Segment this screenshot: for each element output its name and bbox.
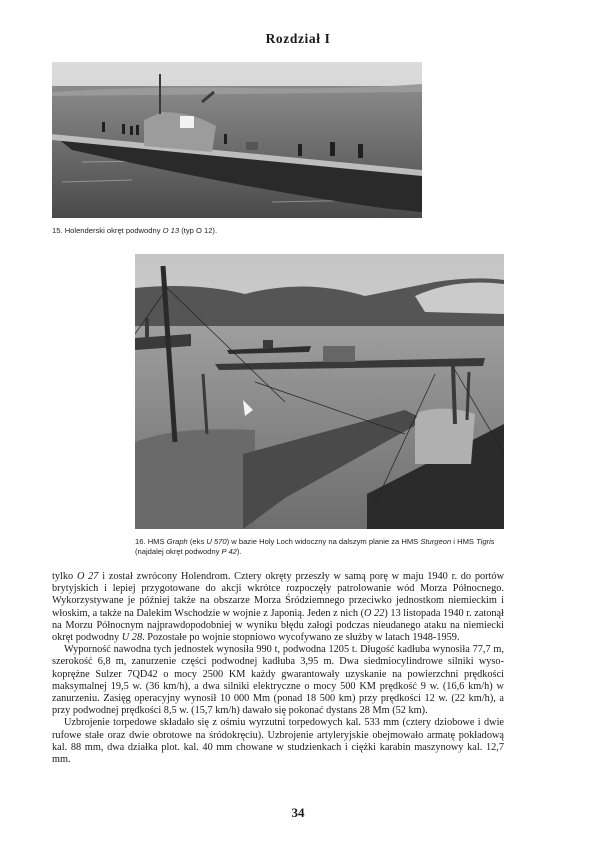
photo-caption: 15. Holenderski okręt podwodny O 13 (typ O 12). <box>52 226 218 235</box>
chapter-header: Rozdział I <box>265 31 331 46</box>
paragraph: Wyporność nawodna tych jednostek wynosiła 990 t, podwodna 1205 t. Długość kadłuba wynosiła 77,7 m, szerokość 6,8 m, zanurzenie części podwodnej kadłuba 3,95 m. Dwa siedmiocylindrowe silniki wysokoprężne Sulzer 7QD42 o mocy 2500 KM każdy gwarantowały uzyskanie na powierzchni prędkości maksymalnej 19,5 w. (36 km/h), a dwa silniki elektryczne o mocy 500 KM prędkość 9 w. (16,6 km/h) w zanurzeniu. Zasięg operacyjny wynosił 10 000 Mm (ponad 18 500 km) przy prędkości 12 w. (22 km/h), a przy podwodnej prędkości 8,5 w. (15,7 km/h) dawało się pokonać dystans 28 Mm (52 km). <box>52 644 504 717</box>
page-number: 34 <box>291 805 305 820</box>
photo-hms-graph-holy-loch <box>135 254 504 529</box>
photo-submarine-o13 <box>52 62 422 218</box>
paragraph: Uzbrojenie torpedowe składało się z ośmiu wyrzutni torpedowych kal. 533 mm (cztery dziobowe i dwie rufowe stałe oraz dwie obrotowe na śródokręciu). Uzbrojenie artyleryjskie obejmowało armatę pokładową kal. 88 mm, dwa działka plot. kal. 40 mm chowane w studzienkach i ciężki karabin maszynowy kal. 12,7 mm. <box>52 717 504 766</box>
paragraph: tylko O 27 i został zwrócony Holendrom. Cztery okręty przeszły w samą porę w maju 1940 r. do portów brytyjskich i lepiej przygotowane do akcji wkrótce rozpoczęły patrolowanie wód Morza Północnego. Wykorzystywane je później także na obszarze Morza Śródziemnego przeciwko jednostkom niemieckim i włoskim, a także na Dalekim Wschodzie w wojnie z Japonią. Jeden z nich (O 22) 13 listopada 1940 r. zatonął na Morzu Północnym najprawdopodobniej w wyniku błędu załogi podczas nieudanego ataku na niemiecki okręt podwodny U 28. Pozostałe po wojnie stopniowo wycofywano ze służby w latach 1948-1959. <box>52 571 505 644</box>
photo-caption: 16. HMS Graph (eks U 570) w bazie Holy Loch widoczny na dalszym planie za HMS Sturgeon i HMS Tigris (najdalej okręt podwodny P 42). <box>135 537 495 556</box>
body-text <box>52 571 504 766</box>
